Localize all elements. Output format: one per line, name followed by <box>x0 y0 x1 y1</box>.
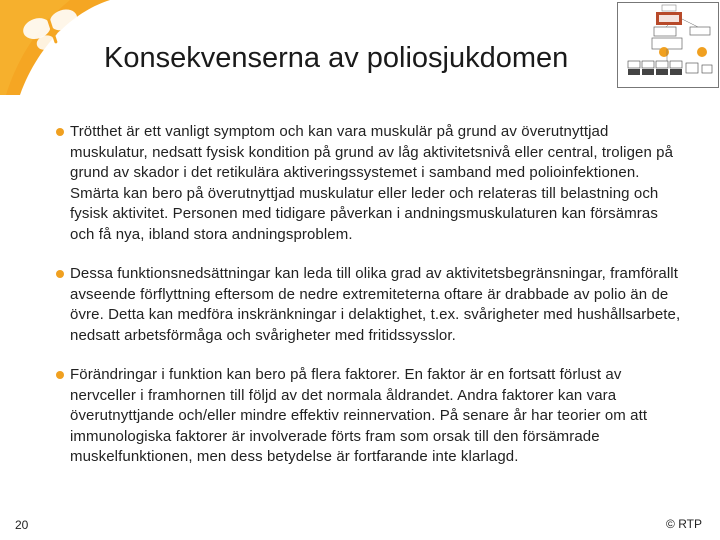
page-number: 20 <box>15 518 29 532</box>
bullet-item <box>56 122 686 245</box>
bullet-text: Dessa funktionsnedsättningar kan leda till olika grad av aktivitetsbegränsningar, framförallt avseende förflyttning eftersom de nedre extremiteterna oftare är drabbade av polio än de övre. Detta kan medföra inskränkningar i delaktighet, t.ex. svårigheter med hushållsarbete, nedsatt arbetsförmåga och svårigheter med fritidssysslor. <box>70 265 681 344</box>
bullet-dot-icon <box>56 371 64 379</box>
copyright-notice: © RTP <box>666 517 702 531</box>
bullet-text: Trötthet är ett vanligt symptom och kan vara muskulär på grund av överutnyttjad muskulatur, nedsatt fysisk kondition på grund av låg aktivitetsnivå eller central, troligen på grund av skador i det retikulära aktiveringssystemet i samband med polioinfektionen. Smärta kan bero på överutnyttjad muskulatur eller leder och relateras till belastning och fysisk aktivitet. Personen med tidigare påverkan i andningsmuskulaturen kan försämras och få nya, ibland stora andningsproblem. <box>70 123 674 243</box>
bullet-dot-icon <box>56 270 64 278</box>
bullet-item <box>56 365 686 468</box>
bullet-list <box>56 122 686 487</box>
bullet-text: Förändringar i funktion kan bero på flera faktorer. En faktor är en fortsatt förlust av nervceller i framhornen till följd av det normala åldrandet. Andra faktorer kan vara överutnyttjande och/eller mindre effektiv reinnervation. På senare år har teorier om att immunologiska faktorer är involverade förts fram som orsak till den försämrade muskelfunktionen, men dess betydelse är fortfarande inte klarlagd. <box>70 366 648 465</box>
bullet-item <box>56 264 686 346</box>
slide-title: Konsekvenserna av poliosjukdomen <box>104 42 569 74</box>
butterfly-logo-icon <box>0 0 110 95</box>
diagram-thumbnail-icon <box>617 2 719 88</box>
bullet-dot-icon <box>56 128 64 136</box>
